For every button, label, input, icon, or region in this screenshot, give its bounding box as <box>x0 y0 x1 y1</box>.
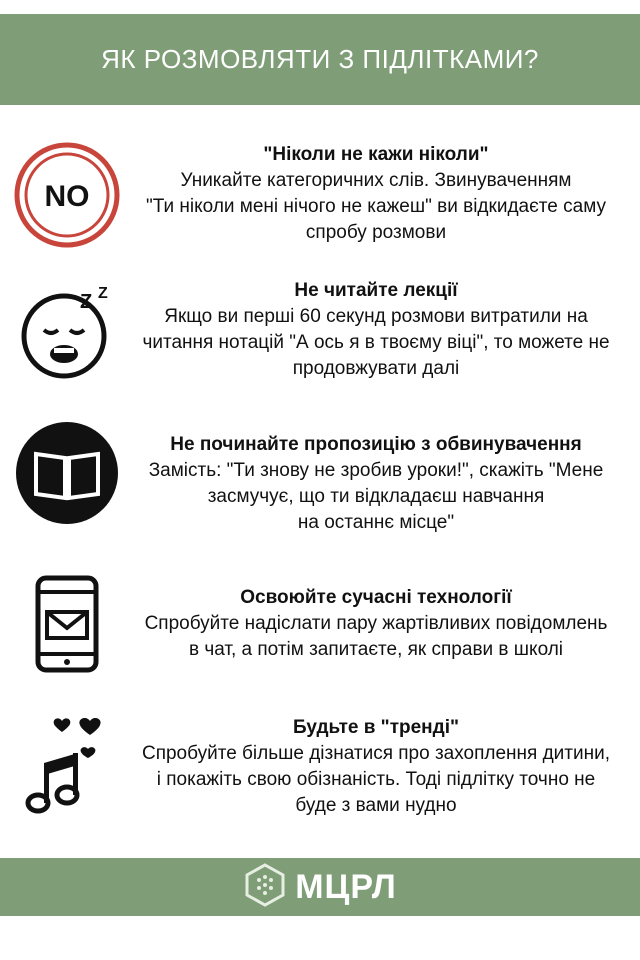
svg-text:Z: Z <box>98 285 108 302</box>
tip-item <box>0 585 640 675</box>
tip-description: Уникайте категоричних слів. Звинуваченням "Ти ніколи мені нічого не кажеш" ви відкидаєте саму спробу розмови <box>146 170 606 243</box>
music-hearts-icon <box>14 715 120 821</box>
tip-description: Спробуйте надіслати пару жартівливих повідомлень в чат, а потім запитаєте, як справи в школі <box>144 613 608 660</box>
hexagon-logo-icon <box>243 862 287 913</box>
header-banner <box>0 14 640 105</box>
tip-item <box>0 278 640 393</box>
svg-text:Z: Z <box>80 291 93 313</box>
open-book-icon <box>14 420 120 526</box>
no-label: NO <box>44 180 90 213</box>
tip-item <box>0 432 640 547</box>
tip-description: Якщо ви перші 60 секунд розмови витратили на читання нотацій "А ось я в твоєму віці", то можете не продовжувати далі <box>142 306 610 379</box>
tip-title: Не читайте лекції <box>294 280 458 301</box>
no-sign-icon <box>14 142 120 248</box>
footer-banner <box>0 858 640 916</box>
sleeping-face-icon <box>14 280 120 386</box>
page-title: ЯК РОЗМОВЛЯТИ З ПІДЛІТКАМИ? <box>101 44 539 74</box>
tip-title: Будьте в "тренді" <box>293 717 459 738</box>
logo-text: МЦРЛ <box>295 867 397 906</box>
tip-item <box>0 142 640 257</box>
tip-item <box>0 715 640 830</box>
tip-description: Спробуйте більше дізнатися про захоплення дитини, і покажіть свою обізнаність. Тоді підлітку точно не буде з вами нудно <box>141 743 610 816</box>
tip-description: Замість: "Ти знову не зробив уроки!", скажіть "Мене засмучує, що ти відкладаєш навчання на останнє місце" <box>148 460 604 533</box>
phone-envelope-icon <box>14 570 120 676</box>
tip-title: Не починайте пропозицію з обвинувачення <box>170 434 582 455</box>
tip-title: Освоюйте сучасні технології <box>240 587 512 608</box>
tip-title: "Ніколи не кажи ніколи" <box>263 144 489 165</box>
